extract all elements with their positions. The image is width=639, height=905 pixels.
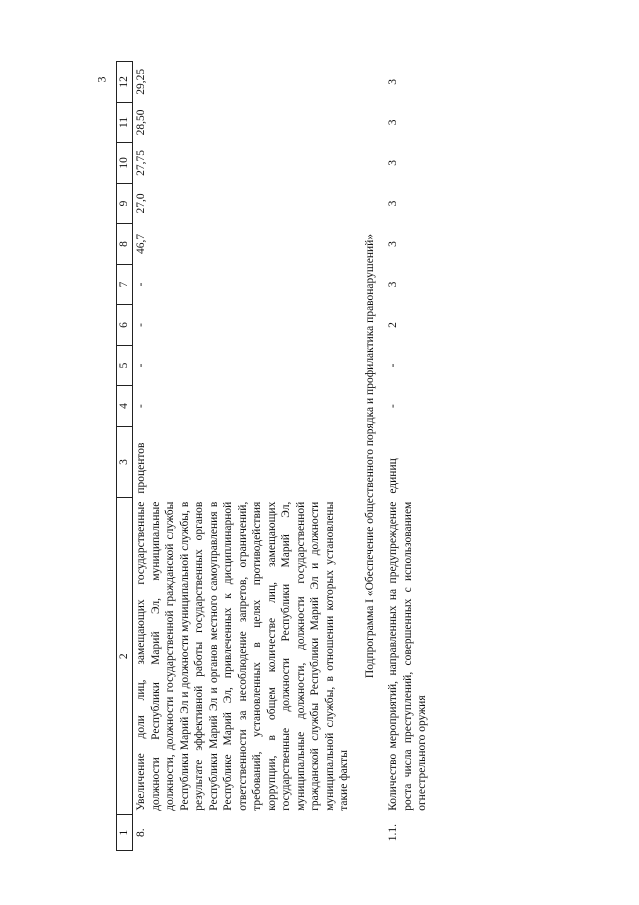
row-value: 3	[387, 281, 399, 288]
header-col-7: 7	[117, 264, 133, 305]
header-col-10: 10	[117, 143, 133, 184]
header-col-11: 11	[117, 102, 133, 143]
row-unit: процентов	[135, 442, 147, 494]
row-description: Количество мероприятий, направленных на предупреждение роста числа преступлений, совершенных с использованием огнестрельного оружия	[387, 501, 428, 811]
row-value: -	[135, 363, 147, 368]
rotated-table-container	[116, 61, 526, 851]
row-value: -	[135, 282, 147, 287]
row-value: 2	[387, 322, 399, 328]
header-col-1: 1	[117, 815, 133, 851]
page-number: 3	[94, 76, 109, 83]
header-col-4: 4	[117, 386, 133, 427]
header-col-5: 5	[117, 345, 133, 386]
row-value: 46,7	[135, 233, 147, 255]
row-value: -	[135, 323, 147, 327]
row-value: 3	[387, 200, 399, 207]
header-col-9: 9	[117, 183, 133, 224]
subprogram-title: Подпрограмма I «Обеспечение общественного порядка и профилактика правонарушений»	[363, 233, 376, 679]
row-value: 3	[387, 78, 399, 85]
row-description: Увеличение доли лиц, замещающих государственные должности Республики Марий Эл, муниципальные должности, должности государственной гражданской службы Республики Марий Эл и должности муниципальной службы, в результате эффективной работы государственных органов Республики Марий Эл и органов местного самоуправления в Республике Марий Эл, привлеченных к дисциплинарной ответственности за несоблюдение запретов, ограничений, требований, установленных в целях противодействия коррупции, в общем количестве лиц, замещающих государственные должности Республики Марий Эл, муниципальные должности, должности государственной гражданской службы Республики Марий Эл и должности муниципальной службы, в отношении которых установлены такие факты	[135, 501, 350, 811]
header-col-2: 2	[117, 498, 133, 815]
row-value: -	[387, 363, 399, 368]
row-value: 3	[387, 119, 399, 126]
row-value: 3	[387, 241, 399, 247]
header-col-6: 6	[117, 305, 133, 346]
row-value: 27,75	[135, 149, 147, 176]
table-row	[385, 62, 431, 851]
row-value: 3	[387, 160, 399, 166]
row-value: 28,50	[135, 109, 147, 136]
header-col-12: 12	[117, 62, 133, 103]
row-index: 8.	[135, 828, 147, 837]
row-value: -	[387, 404, 399, 408]
column-number-header-row	[117, 62, 133, 851]
subprogram-row	[353, 62, 386, 851]
row-value: 27,0	[135, 193, 147, 214]
header-col-8: 8	[117, 224, 133, 265]
indicators-table	[116, 61, 431, 851]
row-value: -	[135, 404, 147, 408]
row-index: 1.1.	[387, 824, 399, 842]
header-col-3: 3	[117, 426, 133, 497]
table-row	[133, 62, 353, 851]
row-unit: единиц	[387, 458, 399, 494]
row-value: 29,25	[135, 68, 147, 95]
